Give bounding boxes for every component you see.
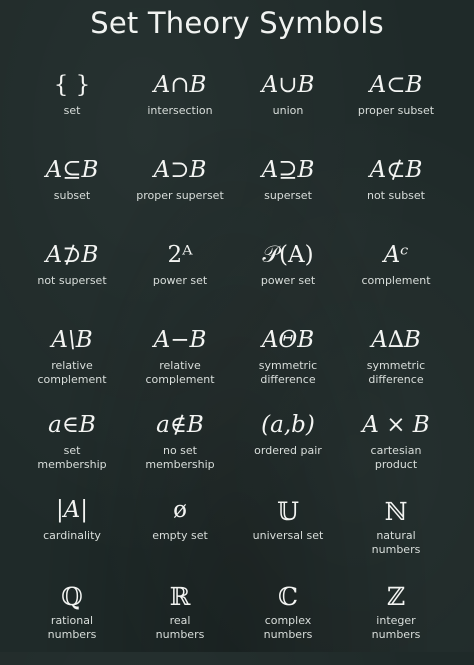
symbol-label: power set bbox=[152, 274, 208, 287]
symbol-label: symmetric difference bbox=[258, 359, 318, 386]
symbol: A⊇B bbox=[261, 157, 315, 183]
symbol-card-not-superset bbox=[18, 240, 126, 325]
symbol-card-rational-numbers bbox=[18, 580, 126, 665]
symbol: A⊆B bbox=[45, 157, 99, 183]
symbol: a∉B bbox=[156, 412, 204, 438]
symbol: 2ᴬ bbox=[167, 242, 193, 268]
symbol-card-integer-numbers bbox=[342, 580, 450, 665]
symbol: { } bbox=[53, 72, 91, 98]
symbol-label: ordered pair bbox=[254, 444, 322, 457]
symbol: A⊃B bbox=[153, 157, 207, 183]
symbol-card-complement bbox=[342, 240, 450, 325]
symbol-grid bbox=[18, 70, 450, 648]
symbol-card-cardinality bbox=[18, 495, 126, 580]
symbol-label: rational numbers bbox=[47, 614, 97, 641]
symbol-card-relative-complement-backslash bbox=[18, 325, 126, 410]
symbol-label: cartesian product bbox=[370, 444, 422, 471]
symbol: A⊅B bbox=[45, 242, 99, 268]
symbol-card-relative-complement-minus bbox=[126, 325, 234, 410]
symbol: 𝕌 bbox=[277, 497, 299, 526]
symbol-label: universal set bbox=[252, 529, 324, 542]
symbol: ℤ bbox=[386, 582, 406, 611]
page-title: Set Theory Symbols bbox=[90, 6, 384, 40]
symbol-card-ordered-pair bbox=[234, 410, 342, 495]
symbol-card-natural-numbers bbox=[342, 495, 450, 580]
symbol: (a,b) bbox=[261, 412, 315, 438]
symbol-label: not superset bbox=[37, 274, 107, 287]
symbol-card-proper-superset bbox=[126, 155, 234, 240]
symbol-card-symmetric-difference-delta bbox=[342, 325, 450, 410]
symbol-label: union bbox=[272, 104, 304, 117]
symbol-label: integer numbers bbox=[371, 614, 421, 641]
symbol-label: complement bbox=[361, 274, 431, 287]
symbol-label: no set membership bbox=[145, 444, 215, 471]
symbol-label: relative complement bbox=[145, 359, 215, 386]
symbol: A∆B bbox=[371, 327, 421, 353]
symbol-card-symmetric-difference-theta bbox=[234, 325, 342, 410]
symbol-card-universal-set bbox=[234, 495, 342, 580]
symbol: A × B bbox=[362, 412, 430, 438]
symbol: A∩B bbox=[153, 72, 207, 98]
symbol: A⊄B bbox=[369, 157, 423, 183]
symbol-card-set bbox=[18, 70, 126, 155]
symbol-card-intersection bbox=[126, 70, 234, 155]
symbol-label: complex numbers bbox=[263, 614, 313, 641]
symbol: ℂ bbox=[278, 582, 298, 611]
symbol-label: proper subset bbox=[357, 104, 435, 117]
symbol-label: intersection bbox=[147, 104, 213, 117]
symbol: A−B bbox=[153, 327, 207, 353]
symbol-card-power-set-p bbox=[234, 240, 342, 325]
symbol: ø bbox=[173, 497, 187, 523]
symbol-label: set membership bbox=[37, 444, 107, 471]
symbol: ℚ bbox=[61, 582, 83, 611]
symbol-label: natural numbers bbox=[371, 529, 421, 556]
symbol-label: power set bbox=[260, 274, 316, 287]
symbol-label: symmetric difference bbox=[366, 359, 426, 386]
symbol: a∈B bbox=[48, 412, 96, 438]
symbol-card-cartesian-product bbox=[342, 410, 450, 495]
symbol-card-subset bbox=[18, 155, 126, 240]
symbol-card-union bbox=[234, 70, 342, 155]
symbol-card-no-set-membership bbox=[126, 410, 234, 495]
symbol-card-power-set-exponent bbox=[126, 240, 234, 325]
symbol-card-complex-numbers bbox=[234, 580, 342, 665]
symbol-label: superset bbox=[264, 189, 312, 202]
symbol: ℕ bbox=[384, 497, 408, 526]
symbol-label: set bbox=[63, 104, 81, 117]
symbol-card-empty-set bbox=[126, 495, 234, 580]
symbol-label: empty set bbox=[152, 529, 208, 542]
symbol-card-real-numbers bbox=[126, 580, 234, 665]
symbol: 𝒫(A) bbox=[262, 242, 314, 268]
symbol: A⊂B bbox=[369, 72, 423, 98]
symbol-label: subset bbox=[53, 189, 91, 202]
symbol-card-set-membership bbox=[18, 410, 126, 495]
symbol: A∪B bbox=[261, 72, 315, 98]
symbol-label: relative complement bbox=[37, 359, 107, 386]
symbol: AΘB bbox=[261, 327, 315, 353]
symbol-card-proper-subset bbox=[342, 70, 450, 155]
symbol-label: proper superset bbox=[136, 189, 224, 202]
symbol: Aᶜ bbox=[383, 242, 409, 268]
symbol-label: cardinality bbox=[43, 529, 101, 542]
symbol: ℝ bbox=[169, 582, 191, 611]
symbol-label: real numbers bbox=[155, 614, 205, 641]
symbol: A\B bbox=[51, 327, 93, 353]
symbol-card-not-subset bbox=[342, 155, 450, 240]
symbol: |A| bbox=[55, 497, 89, 523]
symbol-card-superset bbox=[234, 155, 342, 240]
symbol-label: not subset bbox=[366, 189, 425, 202]
